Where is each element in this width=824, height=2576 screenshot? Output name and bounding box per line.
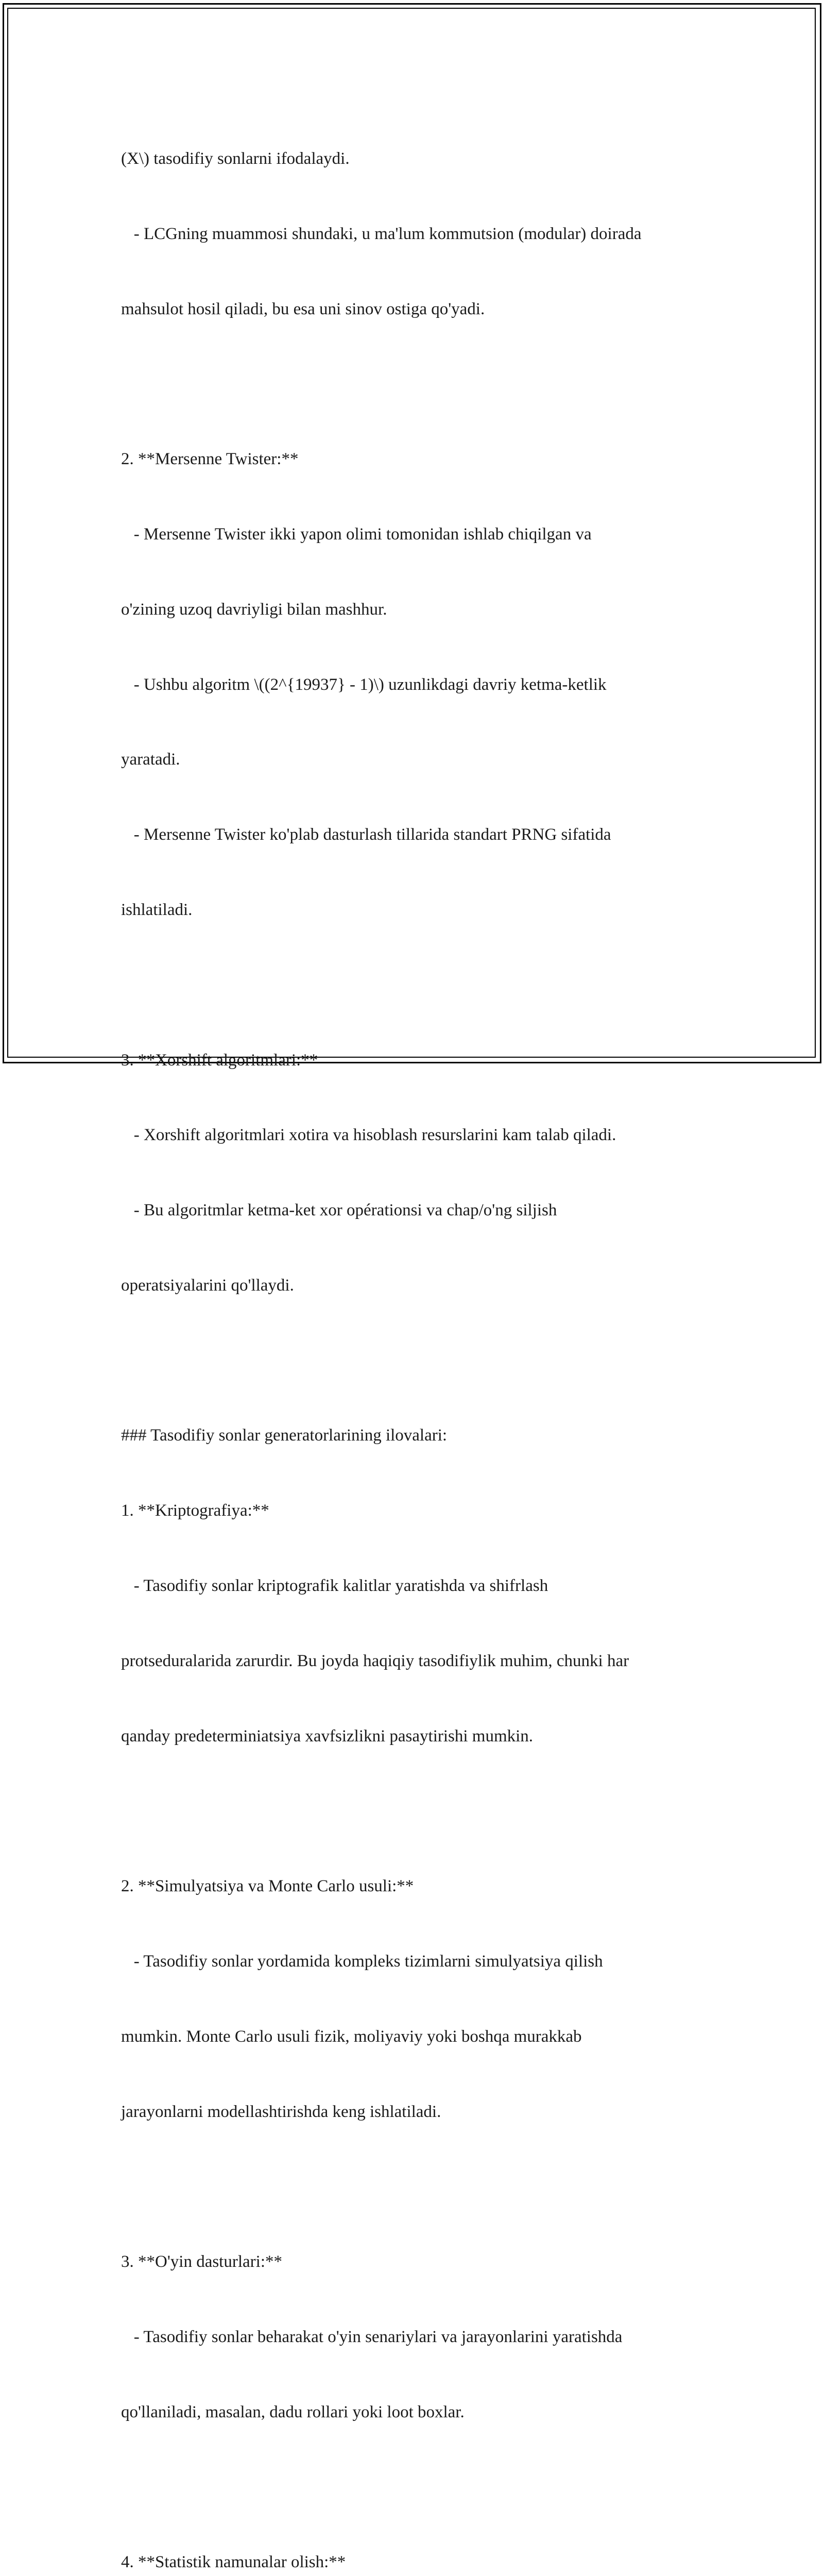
section-heading: 1. **Kriptografiya:**: [121, 1501, 269, 1520]
text-line: - Bu algoritmlar ketma-ket xor opérationsi va chap/o'ng siljish: [121, 1201, 557, 1220]
text-line: - Tasodifiy sonlar beharakat o'yin senariylari va jarayonlarini yaratishda: [121, 2327, 623, 2346]
blank-line: [121, 1348, 718, 1374]
section-heading: ### Tasodifiy sonlar generatorlarining ilovalari:: [121, 1426, 448, 1445]
text-line: mahsulot hosil qiladi, bu esa uni sinov ostiga qo'yadi.: [121, 299, 485, 318]
section-heading: 2. **Mersenne Twister:**: [121, 450, 299, 469]
section-heading: 3. **O'yin dasturlari:**: [121, 2252, 282, 2272]
blank-line: [121, 2475, 718, 2500]
text-line: ishlatiladi.: [121, 901, 193, 919]
text-line: - Ushbu algoritm \((2^{19937} - 1)\) uzunlikdagi davriy ketma-ketlik: [121, 675, 607, 694]
text-line: - Xorshift algoritmlari xotira va hisoblash resurslarini kam talab qiladi.: [121, 1126, 616, 1145]
text-line: - Mersenne Twister ko'plab dasturlash tillarida standart PRNG sifatida: [121, 825, 611, 844]
text-line: - Tasodifiy sonlar kriptografik kalitlar yaratishda va shifrlash: [121, 1577, 548, 1596]
section-heading: 2. **Simulyatsiya va Monte Carlo usuli:**: [121, 1877, 414, 1896]
text-line: o'zining uzoq davriyligi bilan mashhur.: [121, 600, 387, 619]
text-line: operatsiyalarini qo'llaydi.: [121, 1276, 294, 1295]
text-line: yaratadi.: [121, 750, 180, 769]
text-line: qanday predeterminiatsiya xavfsizlikni pasaytirishi mumkin.: [121, 1726, 534, 1745]
blank-line: [121, 372, 718, 397]
text-line: mumkin. Monte Carlo usuli fizik, moliyaviy yoki boshqa murakkab: [121, 2027, 582, 2046]
text-line: protseduralarida zarurdir. Bu joyda haqiqiy tasodifiylik muhim, chunki har: [121, 1651, 629, 1670]
blank-line: [121, 973, 718, 998]
text-line: jarayonlarni modellashtirishda keng ishlatiladi.: [121, 2102, 441, 2121]
text-line: - Mersenne Twister ikki yapon olimi tomonidan ishlab chiqilgan va: [121, 525, 592, 544]
text-line: (X\) tasodifiy sonlarni ifodalaydi.: [121, 149, 350, 168]
section-heading: 4. **Statistik namunalar olish:**: [121, 2553, 346, 2572]
blank-line: [121, 1799, 718, 1824]
text-line: - Tasodifiy sonlar yordamida kompleks tizimlarni simulyatsiya qilish: [121, 1952, 603, 1971]
text-line: qo'llaniladi, masalan, dadu rollari yoki loot boxlar.: [121, 2402, 465, 2421]
section-heading: 3. **Xorshift algoritmlari:**: [121, 1050, 318, 1070]
document-body: [121, 96, 718, 2576]
text-line: - LCGning muammosi shundaki, u ma'lum kommutsion (modular) doirada: [121, 224, 642, 243]
blank-line: [121, 2174, 718, 2199]
